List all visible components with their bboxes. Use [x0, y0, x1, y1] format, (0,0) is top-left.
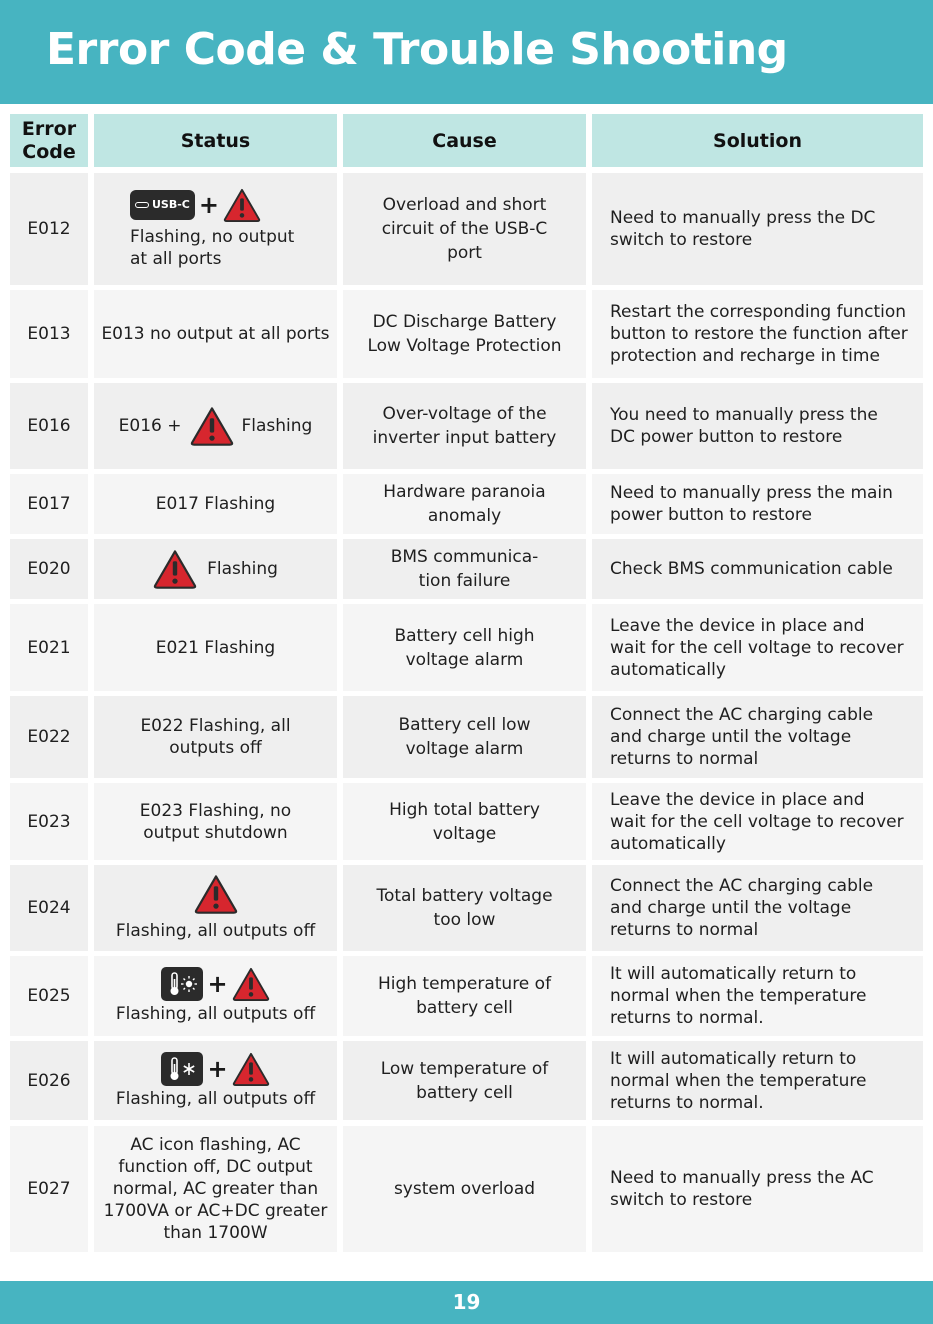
warning-icon: [232, 967, 270, 1001]
header-error-code: [10, 114, 88, 167]
table-row-e027-code: E027: [10, 1126, 88, 1252]
table-row-e022-solution: [592, 696, 923, 778]
plus-sign: +: [207, 970, 228, 998]
solution-line2: button to restore the function after: [610, 324, 908, 344]
page-number: 19: [452, 1290, 481, 1314]
table-row-e012-cause: [343, 173, 586, 285]
status-line1: AC icon flashing, AC: [130, 1135, 301, 1155]
cause-line1: Over-voltage of the: [382, 404, 547, 424]
cause-line1: High total battery: [389, 799, 540, 820]
solution-line3: returns to normal: [610, 920, 759, 940]
status-line5: than 1700W: [163, 1223, 268, 1243]
table-row-e026-cause: [343, 1041, 586, 1120]
solution-line1: Connect the AC charging cable: [610, 705, 874, 725]
table-row-e017-cause: [343, 474, 586, 534]
solution-line1: Check BMS communication cable: [610, 559, 893, 579]
warning-icon: [153, 549, 197, 589]
solution-line1: You need to manually press the: [610, 405, 878, 425]
status-line1: E023 Flashing, no: [139, 800, 292, 821]
solution-line2: wait for the cell voltage to recover: [610, 811, 904, 832]
status-line2: output shutdown: [143, 822, 288, 843]
page-title: Error Code & Trouble Shooting: [46, 24, 788, 75]
header-error-code-line2: Code: [22, 140, 76, 163]
header-bar: [0, 0, 933, 104]
cause-line1: Hardware paranoia: [383, 482, 546, 502]
cause-line2: battery cell: [416, 998, 513, 1018]
table-row-e020-solution: [592, 539, 923, 599]
solution-line2: and charge until the voltage: [610, 898, 852, 918]
table-row-e026-solution: [592, 1041, 923, 1120]
table-row-e027-cause: [343, 1126, 586, 1252]
solution-line3: returns to normal: [610, 749, 759, 769]
cause-line2: voltage alarm: [405, 649, 524, 670]
status-suffix: Flashing: [241, 416, 313, 436]
warning-icon: [190, 406, 234, 446]
cause-line2: tion failure: [418, 571, 511, 591]
cause-line1: Overload and short: [382, 195, 547, 215]
table-row-e020-status: [94, 539, 337, 599]
status-line4: 1700VA or AC+DC greater: [103, 1201, 328, 1221]
thermometer-snowflake-icon: [161, 1052, 203, 1086]
cause-line1: system overload: [393, 1179, 536, 1199]
table-row-e012-status: [94, 173, 337, 285]
solution-line2: normal when the temperature: [610, 986, 867, 1006]
status-line2: outputs off: [169, 738, 262, 758]
header-solution: Solution: [592, 114, 923, 167]
table-row-e021-status: [94, 604, 337, 691]
solution-line1: Connect the AC charging cable: [610, 876, 874, 896]
solution-line1: It will automatically return to: [610, 1048, 857, 1069]
table-row-e016-code: E016: [10, 383, 88, 469]
cause-line1: DC Discharge Battery: [372, 312, 557, 332]
status-suffix: Flashing: [207, 559, 278, 579]
table-row-e023-cause: [343, 783, 586, 860]
table-row-e012-solution: [592, 173, 923, 285]
table-row-e025-cause: [343, 956, 586, 1036]
cause-line1: BMS communica-: [390, 547, 539, 567]
status-line1: Flashing, no output: [130, 227, 295, 247]
solution-line2: DC power button to restore: [610, 427, 843, 447]
table-row-e023-status: [94, 783, 337, 860]
cause-line1: Battery cell low: [398, 715, 531, 735]
warning-icon: [194, 874, 238, 914]
status-line1: E022 Flashing, all: [140, 716, 291, 736]
table-row-e017-code: E017: [10, 474, 88, 534]
table-row-e025-code: E025: [10, 956, 88, 1036]
cause-line2: circuit of the USB-C: [381, 219, 548, 239]
table-row-e013-solution: [592, 290, 923, 378]
thermometer-sun-icon: [161, 967, 203, 1001]
cause-line2: inverter input battery: [372, 428, 557, 448]
warning-icon: [232, 1052, 270, 1086]
solution-line2: wait for the cell voltage to recover: [610, 637, 904, 658]
table-row-e024-cause: [343, 865, 586, 951]
table-row-e013-cause: [343, 290, 586, 378]
table-row-e023-solution: [592, 783, 923, 860]
solution-line3: returns to normal.: [610, 1092, 764, 1113]
header-cause: Cause: [343, 114, 586, 167]
table-row-e025-status: [94, 956, 337, 1036]
status-line1: Flashing, all outputs off: [115, 1004, 316, 1024]
table-row-e016-solution: [592, 383, 923, 469]
cause-line2: battery cell: [416, 1082, 513, 1103]
cause-line2: voltage: [432, 823, 497, 844]
header-error-code-line1: Error: [21, 117, 77, 140]
table-row-e026-code: E026: [10, 1041, 88, 1120]
table-row-e024-status: [94, 865, 337, 951]
table-row-e021-solution: [592, 604, 923, 691]
table-row-e025-solution: [592, 956, 923, 1036]
table-row-e020-cause: [343, 539, 586, 599]
solution-line2: power button to restore: [610, 505, 812, 525]
solution-line2: normal when the temperature: [610, 1070, 867, 1091]
cause-line3: port: [447, 243, 482, 263]
solution-line1: Need to manually press the DC: [610, 208, 876, 228]
table-row-e016-status: [94, 383, 337, 469]
footer-bar: [0, 1281, 933, 1324]
status-line1: E017 Flashing: [155, 494, 276, 514]
table-row-e017-solution: [592, 474, 923, 534]
solution-line3: automatically: [610, 833, 726, 854]
solution-line1: Leave the device in place and: [610, 615, 865, 636]
table-row-e013-code: E013: [10, 290, 88, 378]
table-row-e012-code: E012: [10, 173, 88, 285]
solution-line1: Restart the corresponding function: [610, 302, 907, 322]
solution-line3: returns to normal.: [610, 1008, 764, 1028]
solution-line1: Leave the device in place and: [610, 789, 865, 810]
table-row-e027-solution: [592, 1126, 923, 1252]
solution-line2: switch to restore: [610, 1190, 753, 1210]
solution-line3: protection and recharge in time: [610, 346, 880, 366]
status-line1: Flashing, all outputs off: [115, 921, 316, 941]
cause-line1: High temperature of: [377, 974, 552, 994]
solution-line2: switch to restore: [610, 230, 753, 250]
warning-icon: [223, 188, 261, 222]
table-row-e024-code: E024: [10, 865, 88, 951]
usb-c-icon: [130, 190, 195, 220]
cause-line1: Total battery voltage: [376, 886, 553, 906]
solution-line3: automatically: [610, 659, 726, 680]
status-line2: at all ports: [130, 249, 222, 269]
status-line2: function off, DC output: [118, 1157, 313, 1177]
status-line1: Flashing, all outputs off: [115, 1088, 316, 1109]
status-prefix: E016 +: [118, 416, 182, 436]
table-row-e016-cause: [343, 383, 586, 469]
cause-line2: voltage alarm: [405, 739, 524, 759]
table-row-e021-cause: [343, 604, 586, 691]
status-line3: normal, AC greater than: [112, 1179, 319, 1199]
status-line1: E013 no output at all ports: [101, 324, 330, 344]
table-row-e020-code: E020: [10, 539, 88, 599]
table-row-e022-status: [94, 696, 337, 778]
table-row-e023-code: E023: [10, 783, 88, 860]
table-row-e024-solution: [592, 865, 923, 951]
cause-line2: anomaly: [427, 506, 502, 526]
usb-c-label: USB-C: [152, 198, 190, 211]
plus-sign: +: [198, 191, 219, 219]
solution-line1: Need to manually press the main: [610, 483, 893, 503]
table-row-e027-status: [94, 1126, 337, 1252]
table-row-e017-status: [94, 474, 337, 534]
plus-sign: +: [207, 1054, 228, 1083]
solution-line1: Need to manually press the AC: [610, 1168, 874, 1188]
cause-line2: too low: [433, 910, 496, 930]
cause-line1: Battery cell high: [394, 625, 535, 646]
status-line1: E021 Flashing: [155, 637, 276, 658]
solution-line1: It will automatically return to: [610, 964, 857, 984]
table-row-e021-code: E021: [10, 604, 88, 691]
table-row-e013-status: [94, 290, 337, 378]
table-row-e022-code: E022: [10, 696, 88, 778]
table-row-e022-cause: [343, 696, 586, 778]
solution-line2: and charge until the voltage: [610, 727, 852, 747]
table-row-e026-status: [94, 1041, 337, 1120]
header-status: Status: [94, 114, 337, 167]
cause-line2: Low Voltage Protection: [367, 336, 562, 356]
cause-line1: Low temperature of: [380, 1058, 549, 1079]
